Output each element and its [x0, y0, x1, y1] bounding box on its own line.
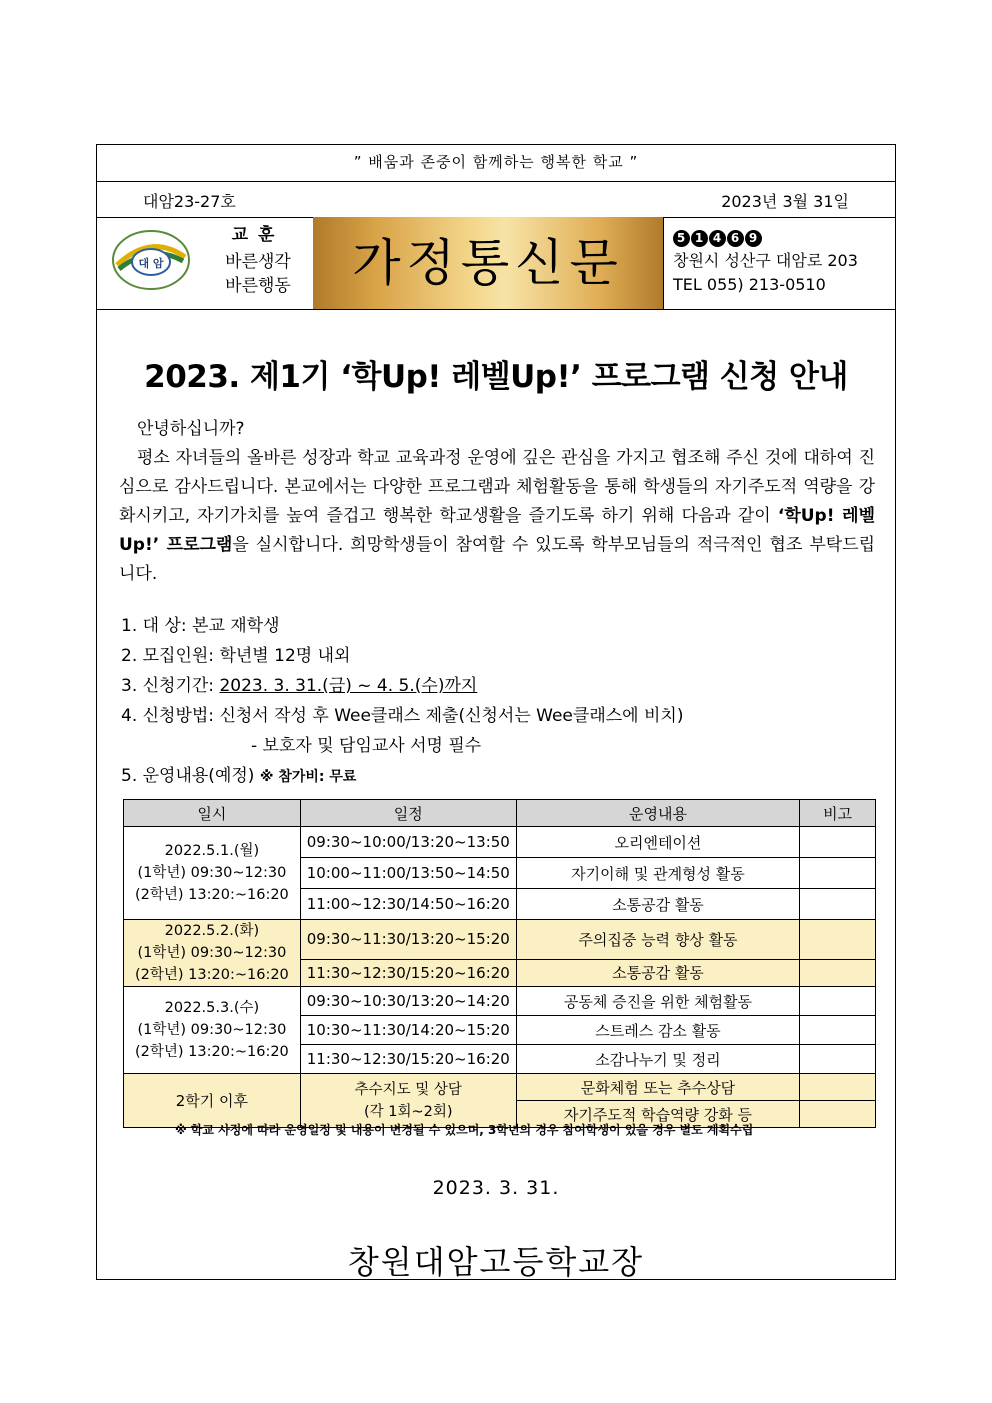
intro-paragraph [119, 444, 875, 589]
time-cell: 11:30~12:30/15:20~16:20 [300, 959, 516, 986]
zip-digit: 6 [727, 230, 744, 247]
content-cell: 자기주도적 학습역량 강화 등 [516, 1101, 799, 1128]
newsletter-title: 가정통신문 [313, 217, 664, 309]
col-header-date: 일시 [124, 800, 301, 827]
table-row [124, 1074, 876, 1101]
zip-digit: 4 [709, 230, 726, 247]
school-motto-line1: 바른생각 [225, 252, 291, 272]
day1-date-cell: 2022.5.1.(월) (1학년) 09:30~12:30 (2학년) 13:20:~16:20 [124, 827, 301, 920]
school-motto-line2: 바른행동 [225, 276, 291, 296]
note-cell [800, 827, 876, 858]
letterhead [97, 217, 895, 310]
detail-target: 1. 대 상: 본교 재학생 [121, 616, 280, 636]
col-header-note: 비고 [800, 800, 876, 827]
table-header-row [124, 800, 876, 827]
zip-digit: 9 [745, 230, 762, 247]
table-row [124, 920, 876, 960]
notice-body [119, 415, 875, 589]
program-name: ‘학Up! 레벨Up!’ 프로그램 [119, 506, 875, 555]
details-list [121, 611, 683, 792]
content-cell: 소감나누기 및 정리 [516, 1045, 799, 1074]
address-block [673, 225, 858, 297]
time-cell: 11:00~12:30/14:50~16:20 [300, 889, 516, 920]
note-cell [800, 858, 876, 889]
newsletter-frame [96, 144, 896, 1280]
logo-text: 대 암 [138, 257, 164, 270]
time-cell: 10:30~11:30/14:20~15:20 [300, 1016, 516, 1045]
day3-date-cell: 2022.5.3.(수) (1학년) 09:30~12:30 (2학년) 13:20:~16:20 [124, 987, 301, 1074]
note-cell [800, 959, 876, 986]
content-cell: 스트레스 감소 활동 [516, 1016, 799, 1045]
intro-text-end: 을 실시합니다. 희망학생들이 참여할 수 있도록 학부모님들의 적극적인 협조 부탁드립니다. [119, 535, 876, 584]
note-cell [800, 1045, 876, 1074]
note-cell [800, 1101, 876, 1128]
term2-schedule-cell: 추수지도 및 상담 (각 1회~2회) [300, 1074, 516, 1128]
document-number: 대암23-27호 [143, 192, 236, 211]
content-cell: 오리엔테이션 [516, 827, 799, 858]
col-header-content: 운영내용 [516, 800, 799, 827]
school-motto [205, 223, 311, 298]
col-header-schedule: 일정 [300, 800, 516, 827]
greeting: 안녕하십니까? [137, 419, 245, 439]
principal-signature: 창원대암고등학교장 [347, 1243, 645, 1281]
school-logo-icon [111, 229, 191, 291]
fee-note: ※ 참가비: 무료 [259, 769, 357, 785]
intro-text: 평소 자녀들의 올바른 성장과 학교 교육과정 운영에 깊은 관심을 가지고 협조해 주신 것에 대하여 진심으로 감사드립니다. 본교에서는 다양한 프로그램과 체험활동을 통해 학생들의 자기주도적 역량을 강화시키고, 자기가치를 높여 즐겁고 행복한 학교생활을 즐기도록 하기 위해 다음과 같이 [119, 448, 875, 526]
table-row [124, 987, 876, 1016]
document-date: 2023년 3월 31일 [721, 192, 849, 211]
day2-date-cell: 2022.5.2.(화) (1학년) 09:30~12:30 (2학년) 13:20:~16:20 [124, 920, 301, 987]
note-cell [800, 987, 876, 1016]
zip-digit: 1 [691, 230, 708, 247]
time-cell: 09:30~10:30/13:20~14:20 [300, 987, 516, 1016]
logo-cell [97, 217, 314, 309]
content-cell: 소통공감 활동 [516, 959, 799, 986]
content-cell: 소통공감 활동 [516, 889, 799, 920]
detail-recruitment: 2. 모집인원: 학년별 12명 내외 [121, 646, 351, 666]
time-cell: 10:00~11:00/13:50~14:50 [300, 858, 516, 889]
document-info-row [97, 181, 895, 218]
content-cell: 주의집중 능력 향상 활동 [516, 920, 799, 960]
school-address: 창원시 성산구 대암로 203 [673, 251, 858, 270]
note-cell [800, 920, 876, 960]
time-cell: 09:30~10:00/13:20~13:50 [300, 827, 516, 858]
notice-heading: 2023. 제1기 ‘학Up! 레벨Up!’ 프로그램 신청 안내 [144, 359, 848, 395]
schedule-table [123, 799, 876, 1128]
content-cell: 문화체험 또는 추수상담 [516, 1074, 799, 1101]
school-phone: TEL 055) 213-0510 [673, 275, 826, 294]
table-row [124, 827, 876, 858]
content-cell: 공동체 증진을 위한 체험활동 [516, 987, 799, 1016]
time-cell: 09:30~11:30/13:20~15:20 [300, 920, 516, 960]
detail-method-sub: - 보호자 및 담임교사 서명 필수 [251, 736, 482, 756]
note-cell [800, 1016, 876, 1045]
zip-digit: 5 [673, 230, 690, 247]
content-cell: 자기이해 및 관계형성 활동 [516, 858, 799, 889]
school-motto-banner: ” 배움과 존중이 함께하는 행복한 학교 ” [97, 145, 895, 182]
time-cell: 11:30~12:30/15:20~16:20 [300, 1045, 516, 1074]
note-cell [800, 1074, 876, 1101]
detail-period: 3. 신청기간: 2023. 3. 31.(금) ~ 4. 5.(수)까지 [121, 676, 478, 696]
note-cell [800, 889, 876, 920]
detail-method: 4. 신청방법: 신청서 작성 후 Wee클래스 제출(신청서는 Wee클래스에 비치) [121, 706, 684, 726]
zip-code [673, 225, 858, 249]
detail-contents: 5. 운영내용(예정) ※ 참가비: 무료 [121, 766, 357, 786]
term2-date-cell: 2학기 이후 [124, 1074, 301, 1128]
table-footnote: ※ 학교 사정에 따라 운영일정 및 내용이 변경될 수 있으며, 3학년의 경우 참여학생이 있을 경우 별도 계획수립 [175, 1123, 754, 1137]
school-motto-title: 교훈 [231, 225, 285, 245]
signature-date: 2023. 3. 31. [432, 1177, 560, 1199]
